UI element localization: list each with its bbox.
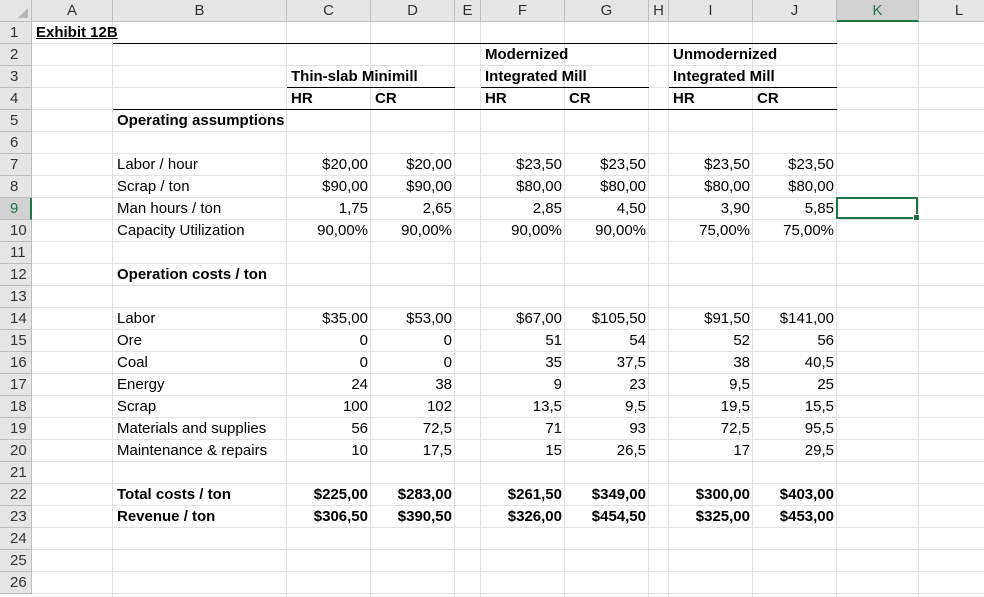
assumptions-value-c[interactable]: $20,00 [322,156,368,173]
row-header-8[interactable]: 8 [0,176,32,198]
group-underline-modernized [481,87,649,88]
header-cr-d[interactable]: CR [375,90,397,107]
assumptions-value-g[interactable]: 90,00% [595,222,646,239]
costs-value-g[interactable]: 54 [629,332,646,349]
totals-value-c[interactable]: $306,50 [313,508,368,525]
assumptions-value-c[interactable]: 90,00% [317,222,368,239]
costs-value-g[interactable]: 26,5 [616,442,646,459]
totals-value-i[interactable]: $325,00 [695,508,750,525]
row-header-3[interactable]: 3 [0,66,32,88]
costs-value-d[interactable]: 0 [443,354,452,371]
group-underline-minimill [287,87,455,88]
costs-value-j[interactable]: 56 [817,332,834,349]
costs-value-j[interactable]: 40,5 [804,354,834,371]
row-header-4[interactable]: 4 [0,88,32,110]
totals-value-g[interactable]: $454,50 [591,508,646,525]
row-header-14[interactable]: 14 [0,308,32,330]
totals-value-f[interactable]: $326,00 [507,508,562,525]
costs-value-j[interactable]: 29,5 [804,442,834,459]
totals-label[interactable]: Revenue / ton [117,508,216,525]
costs-value-f[interactable]: 35 [545,354,562,371]
assumptions-value-f[interactable]: 2,85 [532,200,562,217]
costs-value-g[interactable]: 93 [629,420,646,437]
select-all-corner[interactable] [0,0,32,22]
assumptions-label[interactable]: Capacity Utilization [117,222,245,239]
costs-value-c[interactable]: 0 [359,354,368,371]
assumptions-value-j[interactable]: $80,00 [788,178,834,195]
assumptions-value-d[interactable]: $20,00 [406,156,452,173]
assumptions-value-g[interactable]: $23,50 [600,156,646,173]
totals-value-g[interactable]: $349,00 [591,486,646,503]
row-header-26[interactable]: 26 [0,572,32,594]
costs-value-d[interactable]: 38 [435,376,452,393]
costs-value-j[interactable]: 95,5 [804,420,834,437]
column-header-k[interactable]: K [837,0,919,22]
header-thin-slab-minimill[interactable]: Thin-slab Minimill [291,68,418,85]
row-header-9[interactable]: 9 [0,198,32,220]
assumptions-value-j[interactable]: 75,00% [783,222,834,239]
column-header-b[interactable]: B [113,0,287,22]
column-header-d[interactable]: D [371,0,455,22]
costs-value-f[interactable]: 51 [545,332,562,349]
row-header-1[interactable]: 1 [0,22,32,44]
header-top-border [113,43,837,44]
totals-label[interactable]: Total costs / ton [117,486,231,503]
costs-label[interactable]: Ore [117,332,143,349]
costs-value-f[interactable]: 71 [545,420,562,437]
totals-value-j[interactable]: $453,00 [779,508,834,525]
costs-value-c[interactable]: 10 [351,442,368,459]
row-header-15[interactable]: 15 [0,330,32,352]
row-header-5[interactable]: 5 [0,110,32,132]
costs-value-c[interactable]: 24 [351,376,368,393]
costs-label[interactable]: Energy [117,376,165,393]
header-modernized[interactable]: Modernized [485,46,569,63]
column-header-f[interactable]: F [481,0,565,22]
row-header-12[interactable]: 12 [0,264,32,286]
assumptions-value-f[interactable]: $23,50 [516,156,562,173]
gridline-horizontal [32,593,984,594]
costs-value-c[interactable]: 100 [342,398,368,415]
assumptions-value-j[interactable]: 5,85 [804,200,834,217]
row-header-11[interactable]: 11 [0,242,32,264]
header-cr-g[interactable]: CR [569,90,591,107]
costs-value-i[interactable]: 9,5 [729,376,750,393]
assumptions-value-j[interactable]: $23,50 [788,156,834,173]
costs-value-i[interactable]: 19,5 [720,398,750,415]
totals-value-d[interactable]: $283,00 [397,486,452,503]
row-header-25[interactable]: 25 [0,550,32,572]
costs-value-d[interactable]: 17,5 [422,442,452,459]
header-integrated-mill-2[interactable]: Integrated Mill [673,68,775,85]
row-header-10[interactable]: 10 [0,220,32,242]
totals-value-j[interactable]: $403,00 [779,486,834,503]
row-header-6[interactable]: 6 [0,132,32,154]
costs-value-d[interactable]: 0 [443,332,452,349]
costs-value-j[interactable]: 25 [817,376,834,393]
assumptions-value-d[interactable]: 2,65 [422,200,452,217]
group-underline-unmodernized [669,87,837,88]
costs-label[interactable]: Scrap [117,398,157,415]
row-header-23[interactable]: 23 [0,506,32,528]
header-integrated-mill-1[interactable]: Integrated Mill [485,68,587,85]
assumptions-value-f[interactable]: 90,00% [511,222,562,239]
costs-value-i[interactable]: 38 [733,354,750,371]
assumptions-value-i[interactable]: $80,00 [704,178,750,195]
totals-value-c[interactable]: $225,00 [313,486,368,503]
column-header-e[interactable]: E [455,0,481,22]
costs-value-i[interactable]: $91,50 [704,310,750,327]
gridline-horizontal [32,571,984,572]
costs-value-f[interactable]: 13,5 [532,398,562,415]
totals-value-i[interactable]: $300,00 [695,486,750,503]
gridline-horizontal [32,549,984,550]
assumptions-value-i[interactable]: 3,90 [720,200,750,217]
costs-value-d[interactable]: $53,00 [406,310,452,327]
row-header-21[interactable]: 21 [0,462,32,484]
costs-value-c[interactable]: 56 [351,420,368,437]
header-unmodernized[interactable]: Unmodernized [673,46,778,63]
assumptions-value-c[interactable]: 1,75 [338,200,368,217]
exhibit-title[interactable]: Exhibit 12B [36,24,118,41]
row-header-24[interactable]: 24 [0,528,32,550]
costs-value-i[interactable]: 72,5 [720,420,750,437]
column-header-g[interactable]: G [565,0,649,22]
assumptions-value-f[interactable]: $80,00 [516,178,562,195]
assumptions-value-c[interactable]: $90,00 [322,178,368,195]
costs-value-d[interactable]: 102 [426,398,452,415]
costs-value-f[interactable]: 9 [553,376,562,393]
assumptions-value-d[interactable]: 90,00% [401,222,452,239]
costs-value-j[interactable]: 15,5 [804,398,834,415]
assumptions-value-i[interactable]: 75,00% [699,222,750,239]
costs-value-g[interactable]: 9,5 [625,398,646,415]
costs-value-d[interactable]: 72,5 [422,420,452,437]
row-header-2[interactable]: 2 [0,44,32,66]
assumptions-value-d[interactable]: $90,00 [406,178,452,195]
costs-value-g[interactable]: 23 [629,376,646,393]
row-header-19[interactable]: 19 [0,418,32,440]
costs-value-c[interactable]: $35,00 [322,310,368,327]
header-hr-i[interactable]: HR [673,90,695,107]
costs-value-f[interactable]: $67,00 [516,310,562,327]
column-header-i[interactable]: I [669,0,753,22]
column-header-a[interactable]: A [32,0,113,22]
row-header-22[interactable]: 22 [0,484,32,506]
costs-value-i[interactable]: 17 [733,442,750,459]
costs-label[interactable]: Labor [117,310,156,327]
header-hr-f[interactable]: HR [485,90,507,107]
assumptions-label[interactable]: Labor / hour [117,156,198,173]
assumptions-label[interactable]: Man hours / ton [117,200,222,217]
section-operating-assumptions[interactable]: Operating assumptions [117,112,285,129]
assumptions-value-g[interactable]: $80,00 [600,178,646,195]
costs-value-i[interactable]: 52 [733,332,750,349]
assumptions-value-i[interactable]: $23,50 [704,156,750,173]
header-hr-c[interactable]: HR [291,90,313,107]
totals-value-f[interactable]: $261,50 [507,486,562,503]
costs-value-f[interactable]: 15 [545,442,562,459]
costs-value-j[interactable]: $141,00 [779,310,834,327]
costs-label[interactable]: Maintenance & repairs [117,442,268,459]
costs-value-g[interactable]: 37,5 [616,354,646,371]
assumptions-label[interactable]: Scrap / ton [117,178,190,195]
header-cr-j[interactable]: CR [757,90,779,107]
section-operation-costs[interactable]: Operation costs / ton [117,266,268,283]
column-header-h[interactable]: H [649,0,669,22]
row-header-20[interactable]: 20 [0,440,32,462]
costs-label[interactable]: Coal [117,354,148,371]
row-header-17[interactable]: 17 [0,374,32,396]
row-header-13[interactable]: 13 [0,286,32,308]
column-header-c[interactable]: C [287,0,371,22]
selected-cell-outline [836,197,918,219]
column-header-l[interactable]: L [919,0,984,22]
row-header-16[interactable]: 16 [0,352,32,374]
assumptions-value-g[interactable]: 4,50 [616,200,646,217]
column-header-j[interactable]: J [753,0,837,22]
totals-value-d[interactable]: $390,50 [397,508,452,525]
costs-value-c[interactable]: 0 [359,332,368,349]
costs-value-g[interactable]: $105,50 [591,310,646,327]
costs-label[interactable]: Materials and supplies [117,420,267,437]
row-header-18[interactable]: 18 [0,396,32,418]
row-header-7[interactable]: 7 [0,154,32,176]
